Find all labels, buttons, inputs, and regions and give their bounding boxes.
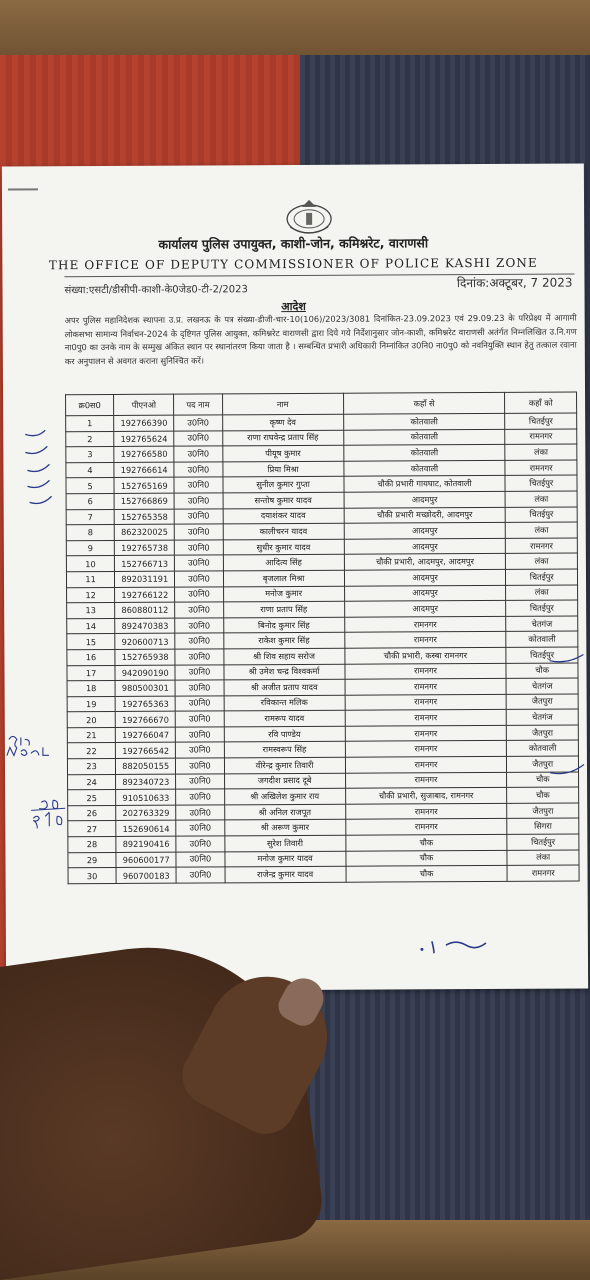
cell-rank: उ0नि0 — [175, 540, 223, 556]
cell-rank: उ0नि0 — [176, 758, 224, 774]
cell-serial: 18 — [67, 681, 115, 697]
cell-to: रामनगर — [505, 460, 577, 476]
cell-name: प्रिया मिश्रा — [223, 461, 344, 477]
cell-serial: 11 — [66, 571, 114, 587]
cell-pno: 192766122 — [115, 587, 175, 603]
cell-pno: 192766670 — [115, 711, 175, 727]
cell-from: चौक — [346, 850, 508, 866]
cell-pno: 152766869 — [114, 493, 174, 509]
cell-from: चौक — [345, 834, 507, 850]
cell-to: लंका — [506, 522, 578, 538]
cell-to: जैतपुरा — [507, 803, 579, 819]
cell-rank: उ0नि0 — [175, 571, 223, 587]
cell-to: चौक — [506, 663, 578, 679]
cell-pno: 192766047 — [115, 727, 175, 743]
header-to: कहाँ को — [505, 392, 577, 413]
office-header-hindi: कार्यालय पुलिस उपायुक्त, काशी-जोन, कमिश्नरेट, वाराणसी — [158, 235, 429, 252]
cell-name: राणा प्रताप सिंह — [223, 601, 344, 617]
cell-rank: उ0नि0 — [176, 774, 224, 790]
cell-pno: 882050155 — [116, 758, 176, 774]
cell-rank: उ0नि0 — [176, 727, 224, 743]
cell-from: रामनगर — [345, 678, 507, 694]
cell-to: जैतपुरा — [507, 694, 579, 710]
cell-to: लंका — [505, 444, 577, 460]
cell-to: सिगरा — [507, 818, 579, 834]
cell-serial: 7 — [66, 509, 114, 525]
cell-to: रामनगर — [505, 429, 577, 445]
cell-name: बृजलाल मिश्रा — [223, 570, 344, 586]
cell-name: जगदीश प्रसाद दूबे — [224, 773, 345, 789]
cell-to: चेतगंज — [506, 678, 578, 694]
margin-note-date — [23, 796, 73, 830]
cell-rank: उ0नि0 — [175, 524, 223, 540]
cell-serial: 26 — [68, 805, 116, 821]
cell-serial: 6 — [66, 493, 114, 509]
cell-pno: 980500301 — [115, 680, 175, 696]
cell-to: जैतपुरा — [507, 725, 579, 741]
cell-pno: 152766713 — [115, 555, 175, 571]
cell-to: रामनगर — [506, 538, 578, 554]
header-from: कहाँ से — [343, 392, 505, 414]
cell-to: लंका — [506, 553, 578, 569]
cell-from: कोतवाली — [343, 413, 505, 429]
cell-to: कोतवाली — [506, 631, 578, 647]
cell-rank: उ0नि0 — [175, 680, 223, 696]
cell-rank: उ0नि0 — [176, 836, 224, 852]
checkmarks — [23, 428, 79, 548]
cell-rank: उ0नि0 — [176, 851, 224, 867]
cell-pno: 152765938 — [115, 649, 175, 665]
cell-name: राणा राघवेन्द्र प्रताप सिंह — [222, 430, 343, 446]
cell-rank: उ0नि0 — [176, 805, 224, 821]
cell-pno: 892031191 — [115, 571, 175, 587]
cell-serial: 23 — [67, 759, 115, 775]
cell-serial: 24 — [68, 774, 116, 790]
cell-pno: 960600177 — [116, 852, 176, 868]
cell-name: रविकान्त मलिक — [224, 695, 345, 711]
cell-serial: 4 — [66, 462, 114, 478]
cell-from: रामनगर — [345, 741, 507, 757]
cell-serial: 5 — [66, 478, 114, 494]
cell-pno: 192765738 — [114, 540, 174, 556]
cell-to: चितईपुर — [505, 413, 577, 429]
pen-mark — [8, 188, 38, 190]
cell-pno: 192765624 — [114, 431, 174, 447]
cell-pno: 192766614 — [114, 462, 174, 478]
cell-pno: 152690614 — [116, 821, 176, 837]
cell-from: आदमपुर — [344, 569, 506, 585]
cell-name: श्री अखिलेश कुमार राय — [224, 788, 345, 804]
cell-serial: 19 — [67, 696, 115, 712]
handwritten-signature — [416, 929, 506, 959]
cell-name: सुधीर कुमार यादव — [223, 539, 344, 555]
cell-serial: 25 — [68, 790, 116, 806]
cell-from: कोतवाली — [344, 460, 506, 476]
cell-to: चितईपुर — [507, 834, 579, 850]
cell-name: राजेन्द्र कुमार यादव — [225, 866, 346, 882]
cell-serial: 13 — [67, 603, 115, 619]
cell-name: मनोज कुमार यादव — [225, 851, 346, 867]
cell-name: रामरूप यादव — [224, 711, 345, 727]
cell-name: सन्तोष कुमार यादव — [223, 492, 344, 508]
cell-rank: उ0नि0 — [175, 602, 223, 618]
cell-from: रामनगर — [345, 725, 507, 741]
cell-name: मनोज कुमार — [223, 586, 344, 602]
cell-rank: उ0नि0 — [175, 664, 223, 680]
office-header-english: THE OFFICE OF DEPUTY COMMISSIONER OF POLICE KASHI ZONE — [48, 255, 538, 273]
cell-to: चितईपुर — [506, 600, 578, 616]
cell-serial: 3 — [66, 447, 114, 463]
cell-to: कोतवाली — [507, 740, 579, 756]
order-paragraph: अपर पुलिस महानिदेशक स्थापना उ.प्र. लखनऊ के पत्र संख्या-डीजी-चार-10(106)/2023/3081 दिनांकित-23.09.2023 एवं 29.09.23 के परिप्रेक्ष्य में आगामी लोकसभा सामान्य निर्वाचन-2024 के दृष्टिगत पुलिस आयुक्त, कमिश्नरेट वाराणसी द्वारा दिये गये निर्देशानुसार जोन-काशी, कमिश्नरेट वाराणसी अतंर्गत निम्नलिखित उ.नि.गण ना0पु0 का उनके नाम के सम्मुख अंकित स्थान पर स्थानांतरण किया जाता है । सम्बन्धित प्रभारी अधिकारी निम्नांकित उ0नि0 ना0पु0 को नवनियुक्ति स्थान हेतु तत्काल रवाना कर अनुपालन से अवगत कराना सुनिश्चित करें। — [64, 312, 577, 366]
cell-serial: 27 — [68, 821, 116, 837]
cell-to: चौक — [507, 787, 579, 803]
header-serial: क्र0स0 — [66, 394, 114, 415]
cell-from: चौक — [346, 866, 508, 882]
cell-serial: 14 — [67, 618, 115, 634]
cell-serial: 1 — [66, 415, 114, 431]
cell-pno: 202763329 — [116, 805, 176, 821]
cell-from: रामनगर — [345, 694, 507, 710]
cell-serial: 22 — [67, 743, 115, 759]
cell-name: कालीचरन यादव — [223, 523, 344, 539]
cell-pno: 862320025 — [114, 524, 174, 540]
cell-serial: 20 — [67, 712, 115, 728]
cell-rank: उ0नि0 — [175, 633, 223, 649]
cell-serial: 29 — [68, 852, 116, 868]
wooden-table-top — [0, 0, 590, 60]
cell-serial: 10 — [66, 556, 114, 572]
cell-rank: उ0नि0 — [174, 430, 222, 446]
cell-to: चितईपुर — [505, 475, 577, 491]
cell-name: वीरेन्द्र कुमार तिवारी — [224, 757, 345, 773]
cell-pno: 892340723 — [116, 774, 176, 790]
cell-to: लंका — [505, 491, 577, 507]
order-document — [2, 163, 588, 991]
table-row — [68, 865, 579, 883]
cell-pno: 892470383 — [115, 618, 175, 634]
cell-pno: 910510633 — [116, 789, 176, 805]
header-pno: पीएनओ — [114, 394, 174, 415]
cell-name: बिनोद कुमार सिंह — [223, 617, 344, 633]
cell-to: चौक — [507, 772, 579, 788]
transfer-table — [65, 392, 580, 884]
reference-number: संख्या:एसटी/डीसीपी-काशी-के0जेड0-टी-2/2023 — [64, 284, 248, 297]
cell-serial: 8 — [66, 525, 114, 541]
cell-rank: उ0नि0 — [176, 867, 224, 883]
cell-serial: 15 — [67, 634, 115, 650]
cell-to: चेतगंज — [506, 616, 578, 632]
cell-from: कोतवाली — [343, 429, 505, 445]
cell-serial: 2 — [66, 431, 114, 447]
cell-name: सुरेश तिवारी — [224, 835, 345, 851]
cell-name: श्री उमेश चन्द्र विश्वकर्मा — [224, 664, 345, 680]
cell-to: चितईपुर — [506, 507, 578, 523]
cell-name: श्री शिव सहाय सरोज — [223, 648, 344, 664]
cell-rank: उ0नि0 — [175, 649, 223, 665]
cell-rank: उ0नि0 — [175, 618, 223, 634]
cell-serial: 9 — [66, 540, 114, 556]
cell-pno: 892190416 — [116, 836, 176, 852]
cell-pno: 942090190 — [115, 665, 175, 681]
cell-pno: 192765363 — [115, 696, 175, 712]
cell-from: रामनगर — [345, 803, 507, 819]
cell-rank: उ0नि0 — [174, 462, 222, 478]
cell-name: दयाशंकर यादव — [223, 508, 344, 524]
cell-from: चौकी प्रभारी, आदमपुर, आदमपुर — [344, 554, 506, 570]
cell-from: आदमपुर — [344, 538, 506, 554]
cell-rank: उ0नि0 — [176, 820, 224, 836]
cell-serial: 30 — [68, 868, 116, 884]
cell-rank: उ0नि0 — [176, 789, 224, 805]
cell-serial: 28 — [68, 836, 116, 852]
cell-pno: 192766580 — [114, 446, 174, 462]
cell-from: रामनगर — [345, 772, 507, 788]
cell-to: जैतपुरा — [507, 756, 579, 772]
cell-from: रामनगर — [345, 710, 507, 726]
table-header-row — [66, 392, 577, 416]
cell-from: रामनगर — [345, 756, 507, 772]
cell-rank: उ0नि0 — [176, 711, 224, 727]
cell-from: रामनगर — [344, 632, 506, 648]
cell-from: रामनगर — [345, 819, 507, 835]
cell-serial: 16 — [67, 649, 115, 665]
cell-name: आदित्य सिंह — [223, 555, 344, 571]
cell-from: आदमपुर — [344, 491, 506, 507]
cell-name: श्री अनिल राजपूत — [224, 804, 345, 820]
cell-rank: उ0नि0 — [176, 696, 224, 712]
cell-pno: 960700183 — [116, 867, 176, 883]
cell-pno: 192766542 — [116, 743, 176, 759]
police-emblem-icon — [282, 197, 336, 239]
margin-note-ser-noted — [3, 731, 63, 761]
cell-pno: 860880112 — [115, 602, 175, 618]
cell-from: आदमपुर — [344, 601, 506, 617]
cell-to: लंका — [506, 585, 578, 601]
cell-serial: 17 — [67, 665, 115, 681]
cell-name: सुनील कुमार गुप्ता — [223, 477, 344, 493]
cell-name: रामस्वरूप सिंह — [224, 742, 345, 758]
cell-from: रामनगर — [344, 616, 506, 632]
cell-name: पीयूष कुमार — [222, 445, 343, 461]
cell-to: रामनगर — [507, 865, 579, 881]
cell-rank: उ0नि0 — [175, 508, 223, 524]
cell-name: कृष्ण देव — [222, 414, 343, 430]
header-name: नाम — [222, 393, 343, 415]
order-date: दिनांक:अक्टूबर, 7 2023 — [456, 275, 573, 291]
cell-from: आदमपुर — [344, 585, 506, 601]
cell-rank: उ0नि0 — [175, 555, 223, 571]
cell-rank: उ0नि0 — [175, 586, 223, 602]
cell-from: आदमपुर — [344, 523, 506, 539]
cell-pno: 192766390 — [114, 415, 174, 431]
cell-to: लंका — [507, 850, 579, 866]
cell-from: कोतवाली — [343, 445, 505, 461]
header-rank: पद नाम — [174, 394, 222, 415]
cell-from: चौकी प्रभारी मच्छोदरी, आदमपुर — [344, 507, 506, 523]
cell-from: रामनगर — [345, 663, 507, 679]
cell-name: रवि पाण्डेय — [224, 726, 345, 742]
cell-pno: 152765358 — [114, 509, 174, 525]
cell-from: चौकी प्रभारी गायघाट, कोतवाली — [344, 476, 506, 492]
cell-name: श्री अरूण कुमार — [224, 820, 345, 836]
order-title: आदेश — [281, 299, 306, 314]
cell-rank: उ0नि0 — [174, 493, 222, 509]
cell-name: श्री अजीत प्रताप यादव — [224, 679, 345, 695]
cell-serial: 21 — [67, 727, 115, 743]
cell-from: चौकी प्रभारी, कस्बा रामनगर — [344, 647, 506, 663]
cell-to: चेतगंज — [507, 709, 579, 725]
cell-pno: 920600713 — [115, 633, 175, 649]
cell-rank: उ0नि0 — [174, 446, 222, 462]
right-margin-marks — [549, 650, 590, 780]
cell-to: चितईपुर — [506, 647, 578, 663]
cell-serial: 12 — [67, 587, 115, 603]
cell-name: राकेश कुमार सिंह — [223, 633, 344, 649]
cell-rank: उ0नि0 — [174, 477, 222, 493]
cell-rank: उ0नि0 — [176, 742, 224, 758]
cell-rank: उ0नि0 — [174, 415, 222, 431]
cell-pno: 152765169 — [114, 478, 174, 494]
cell-from: चौकी प्रभारी, सुजाबाद, रामनगर — [345, 788, 507, 804]
cell-to: चितईपुर — [506, 569, 578, 585]
